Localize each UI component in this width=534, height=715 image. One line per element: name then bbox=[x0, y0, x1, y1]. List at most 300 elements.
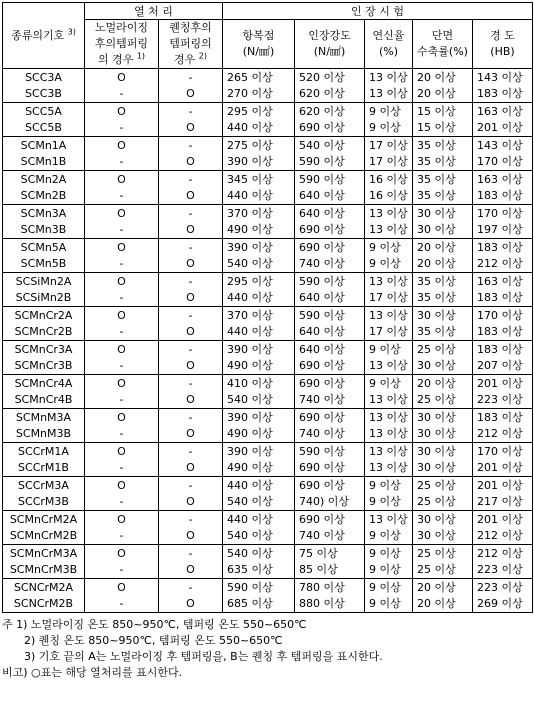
normalize-cell-value: - bbox=[119, 324, 124, 338]
yield-cell-value: 590 이상 bbox=[227, 580, 273, 594]
yield-cell-value: 440 이상 bbox=[227, 188, 273, 202]
header-normalize bbox=[85, 20, 159, 69]
quench-cell bbox=[159, 443, 223, 477]
grade-cell bbox=[3, 375, 85, 409]
tensile-cell-value: 640 이상 bbox=[299, 206, 345, 220]
reduction-cell-value: 20 이상 bbox=[417, 70, 456, 84]
hardness-cell-value: 183 이상 bbox=[477, 290, 523, 304]
reduction-cell-value: 35 이상 bbox=[417, 138, 456, 152]
normalize-cell-value: O bbox=[117, 478, 126, 492]
quench-cell-value: O bbox=[186, 426, 195, 440]
quench-cell bbox=[159, 477, 223, 511]
reduction-cell bbox=[413, 103, 473, 137]
header-reduction-line: 단면 bbox=[431, 29, 454, 42]
normalize-cell-value: O bbox=[117, 410, 126, 424]
normalize-cell-value: O bbox=[117, 274, 126, 288]
header-normalize-line: 후의템퍼링 bbox=[94, 37, 149, 50]
reduction-cell-value: 30 이상 bbox=[417, 206, 456, 220]
reduction-cell-value: 25 이상 bbox=[417, 392, 456, 406]
elongation-cell bbox=[365, 273, 413, 307]
tensile-cell bbox=[295, 409, 365, 443]
yield-cell-value: 635 이상 bbox=[227, 562, 273, 576]
header-grade-sup: 3) bbox=[67, 27, 76, 37]
elongation-cell bbox=[365, 205, 413, 239]
hardness-cell-value: 197 이상 bbox=[477, 222, 523, 236]
document bbox=[2, 2, 532, 681]
tensile-cell bbox=[295, 545, 365, 579]
header-tensile-test: 인 장 시 험 bbox=[223, 3, 533, 20]
yield-cell-value: 440 이상 bbox=[227, 120, 273, 134]
hardness-cell bbox=[473, 341, 533, 375]
quench-cell bbox=[159, 205, 223, 239]
elongation-cell bbox=[365, 409, 413, 443]
hardness-cell bbox=[473, 477, 533, 511]
grade-cell bbox=[3, 477, 85, 511]
tensile-cell-value: 740 이상 bbox=[299, 256, 345, 270]
quench-cell-value: - bbox=[188, 580, 193, 594]
hardness-cell-value: 223 이상 bbox=[477, 562, 523, 576]
tensile-cell bbox=[295, 103, 365, 137]
yield-cell-value: 490 이상 bbox=[227, 358, 273, 372]
hardness-cell bbox=[473, 545, 533, 579]
normalize-cell-value: O bbox=[117, 342, 126, 356]
hardness-cell bbox=[473, 579, 533, 613]
quench-cell-value: O bbox=[186, 120, 195, 134]
reduction-cell-value: 35 이상 bbox=[417, 154, 456, 168]
header-hardness bbox=[473, 20, 533, 69]
yield-cell-value: 390 이상 bbox=[227, 154, 273, 168]
note-2: 2) 퀜칭 온도 850~950℃, 템퍼링 온도 550~650℃ bbox=[24, 634, 283, 647]
elongation-cell-value: 13 이상 bbox=[369, 512, 408, 526]
elongation-cell-value: 9 이상 bbox=[369, 494, 401, 508]
quench-cell-value: - bbox=[188, 410, 193, 424]
elongation-cell-value: 13 이상 bbox=[369, 444, 408, 458]
reduction-cell bbox=[413, 579, 473, 613]
grade-cell bbox=[3, 239, 85, 273]
hardness-cell bbox=[473, 443, 533, 477]
grade-cell-value: SCMn1B bbox=[20, 154, 67, 168]
reduction-cell-value: 15 이상 bbox=[417, 120, 456, 134]
normalize-cell bbox=[85, 579, 159, 613]
hardness-cell-value: 212 이상 bbox=[477, 528, 523, 542]
tensile-cell-value: 540 이상 bbox=[299, 138, 345, 152]
hardness-cell-value: 269 이상 bbox=[477, 596, 523, 610]
elongation-cell-value: 9 이상 bbox=[369, 256, 401, 270]
quench-cell-value: O bbox=[186, 188, 195, 202]
header-tensile-line: 인장강도 bbox=[308, 29, 351, 42]
quench-cell-value: - bbox=[188, 444, 193, 458]
reduction-cell bbox=[413, 307, 473, 341]
quench-cell-value: O bbox=[186, 596, 195, 610]
quench-cell-value: - bbox=[188, 206, 193, 220]
yield-cell-value: 440 이상 bbox=[227, 324, 273, 338]
hardness-cell-value: 201 이상 bbox=[477, 120, 523, 134]
normalize-cell-value: - bbox=[119, 392, 124, 406]
elongation-cell bbox=[365, 545, 413, 579]
reduction-cell-value: 30 이상 bbox=[417, 528, 456, 542]
normalize-cell-value: - bbox=[119, 290, 124, 304]
header-yield-line: (N/㎟) bbox=[242, 45, 275, 58]
quench-cell bbox=[159, 511, 223, 545]
yield-cell-value: 275 이상 bbox=[227, 138, 273, 152]
elongation-cell bbox=[365, 171, 413, 205]
normalize-cell bbox=[85, 375, 159, 409]
normalize-cell-value: - bbox=[119, 494, 124, 508]
quench-cell bbox=[159, 137, 223, 171]
hardness-cell bbox=[473, 307, 533, 341]
tensile-cell bbox=[295, 341, 365, 375]
normalize-cell-value: O bbox=[117, 70, 126, 84]
notes bbox=[2, 617, 532, 681]
tensile-cell bbox=[295, 307, 365, 341]
reduction-cell bbox=[413, 443, 473, 477]
tensile-cell-value: 620 이상 bbox=[299, 104, 345, 118]
yield-cell-value: 440 이상 bbox=[227, 512, 273, 526]
hardness-cell-value: 163 이상 bbox=[477, 172, 523, 186]
elongation-cell-value: 13 이상 bbox=[369, 392, 408, 406]
table-row bbox=[3, 375, 533, 409]
tensile-cell-value: 690 이상 bbox=[299, 222, 345, 236]
quench-cell-value: O bbox=[186, 222, 195, 236]
yield-cell bbox=[223, 375, 295, 409]
yield-cell bbox=[223, 273, 295, 307]
elongation-cell-value: 9 이상 bbox=[369, 562, 401, 576]
tensile-cell-value: 640 이상 bbox=[299, 342, 345, 356]
elongation-cell bbox=[365, 375, 413, 409]
quench-cell-value: - bbox=[188, 376, 193, 390]
elongation-cell-value: 9 이상 bbox=[369, 120, 401, 134]
normalize-cell-value: O bbox=[117, 240, 126, 254]
header-yield bbox=[223, 20, 295, 69]
hardness-cell bbox=[473, 171, 533, 205]
grade-cell bbox=[3, 307, 85, 341]
quench-cell-value: O bbox=[186, 324, 195, 338]
grade-cell-value: SCCrM1A bbox=[18, 444, 69, 458]
quench-cell-value: - bbox=[188, 70, 193, 84]
yield-cell-value: 440 이상 bbox=[227, 478, 273, 492]
hardness-cell-value: 201 이상 bbox=[477, 376, 523, 390]
header-reduction-line: 수축률(%) bbox=[417, 45, 468, 58]
normalize-cell bbox=[85, 69, 159, 103]
tensile-cell bbox=[295, 205, 365, 239]
header-tensile-line: (N/㎟) bbox=[313, 45, 346, 58]
tensile-cell bbox=[295, 375, 365, 409]
reduction-cell bbox=[413, 69, 473, 103]
yield-cell bbox=[223, 69, 295, 103]
tensile-cell-value: 640 이상 bbox=[299, 290, 345, 304]
elongation-cell bbox=[365, 511, 413, 545]
yield-cell bbox=[223, 171, 295, 205]
reduction-cell bbox=[413, 205, 473, 239]
elongation-cell-value: 9 이상 bbox=[369, 580, 401, 594]
grade-cell bbox=[3, 579, 85, 613]
table-row bbox=[3, 443, 533, 477]
tensile-cell-value: 690 이상 bbox=[299, 240, 345, 254]
reduction-cell bbox=[413, 409, 473, 443]
grade-cell-value: SCMnCrM2B bbox=[9, 528, 78, 542]
note-remark: 비고) ○표는 해당 열처리를 표시한다. bbox=[2, 666, 183, 679]
hardness-cell-value: 212 이상 bbox=[477, 546, 523, 560]
hardness-cell-value: 163 이상 bbox=[477, 104, 523, 118]
normalize-cell-value: O bbox=[117, 580, 126, 594]
normalize-cell-value: - bbox=[119, 256, 124, 270]
quench-cell bbox=[159, 171, 223, 205]
normalize-cell bbox=[85, 171, 159, 205]
tensile-cell-value: 690 이상 bbox=[299, 410, 345, 424]
header-grade bbox=[3, 3, 85, 69]
elongation-cell-value: 9 이상 bbox=[369, 596, 401, 610]
yield-cell-value: 410 이상 bbox=[227, 376, 273, 390]
grade-cell-value: SCMnCr4A bbox=[14, 376, 73, 390]
header-hardness-line: (HB) bbox=[490, 45, 515, 58]
normalize-cell-value: O bbox=[117, 546, 126, 560]
hardness-cell-value: 170 이상 bbox=[477, 308, 523, 322]
tensile-cell-value: 740 이상 bbox=[299, 392, 345, 406]
grade-cell-value: SCC5A bbox=[25, 104, 62, 118]
table-row bbox=[3, 239, 533, 273]
grade-cell-value: SCMn1A bbox=[20, 138, 67, 152]
grade-cell-value: SCMnCr2A bbox=[14, 308, 73, 322]
hardness-cell-value: 223 이상 bbox=[477, 580, 523, 594]
grade-cell bbox=[3, 545, 85, 579]
hardness-cell bbox=[473, 409, 533, 443]
tensile-cell-value: 590 이상 bbox=[299, 444, 345, 458]
hardness-cell bbox=[473, 375, 533, 409]
reduction-cell-value: 25 이상 bbox=[417, 478, 456, 492]
header-elongation-line: 연신율 bbox=[372, 29, 405, 42]
reduction-cell-value: 20 이상 bbox=[417, 256, 456, 270]
note-1: 주 1) 노멀라이징 온도 850~950℃, 템퍼링 온도 550~650℃ bbox=[2, 618, 307, 631]
normalize-cell bbox=[85, 137, 159, 171]
quench-cell bbox=[159, 409, 223, 443]
tensile-cell-value: 690 이상 bbox=[299, 478, 345, 492]
yield-cell-value: 390 이상 bbox=[227, 342, 273, 356]
normalize-cell bbox=[85, 511, 159, 545]
yield-cell-value: 295 이상 bbox=[227, 104, 273, 118]
elongation-cell bbox=[365, 103, 413, 137]
reduction-cell bbox=[413, 137, 473, 171]
normalize-cell-value: - bbox=[119, 460, 124, 474]
table-row bbox=[3, 409, 533, 443]
hardness-cell bbox=[473, 137, 533, 171]
tensile-cell-value: 620 이상 bbox=[299, 86, 345, 100]
elongation-cell-value: 13 이상 bbox=[369, 86, 408, 100]
hardness-cell bbox=[473, 69, 533, 103]
grade-cell bbox=[3, 171, 85, 205]
tensile-cell bbox=[295, 443, 365, 477]
hardness-cell bbox=[473, 103, 533, 137]
normalize-cell bbox=[85, 103, 159, 137]
tensile-cell-value: 590 이상 bbox=[299, 154, 345, 168]
normalize-cell-value: - bbox=[119, 358, 124, 372]
yield-cell-value: 490 이상 bbox=[227, 426, 273, 440]
header-normalize-line: 노멀라이징 bbox=[94, 21, 149, 34]
normalize-cell-value: - bbox=[119, 222, 124, 236]
header-elongation bbox=[365, 20, 413, 69]
reduction-cell-value: 35 이상 bbox=[417, 324, 456, 338]
table-row bbox=[3, 273, 533, 307]
yield-cell bbox=[223, 103, 295, 137]
normalize-cell-value: O bbox=[117, 206, 126, 220]
yield-cell-value: 490 이상 bbox=[227, 222, 273, 236]
normalize-cell bbox=[85, 545, 159, 579]
quench-cell bbox=[159, 341, 223, 375]
quench-cell bbox=[159, 239, 223, 273]
quench-cell-value: O bbox=[186, 86, 195, 100]
header-normalize-sup: 1) bbox=[136, 51, 146, 61]
hardness-cell-value: 212 이상 bbox=[477, 426, 523, 440]
reduction-cell-value: 30 이상 bbox=[417, 308, 456, 322]
table-row bbox=[3, 511, 533, 545]
normalize-cell-value: - bbox=[119, 86, 124, 100]
tensile-cell-value: 690 이상 bbox=[299, 512, 345, 526]
normalize-cell bbox=[85, 205, 159, 239]
quench-cell-value: O bbox=[186, 392, 195, 406]
elongation-cell bbox=[365, 579, 413, 613]
quench-cell bbox=[159, 579, 223, 613]
quench-cell-value: - bbox=[188, 342, 193, 356]
grade-cell-value: SCMnCr3A bbox=[14, 342, 73, 356]
elongation-cell bbox=[365, 137, 413, 171]
grade-cell-value: SCNCrM2A bbox=[13, 580, 74, 594]
header-quench-sup: 2) bbox=[198, 51, 207, 61]
yield-cell-value: 440 이상 bbox=[227, 290, 273, 304]
hardness-cell-value: 183 이상 bbox=[477, 240, 523, 254]
yield-cell-value: 370 이상 bbox=[227, 308, 273, 322]
grade-cell bbox=[3, 137, 85, 171]
hardness-cell-value: 183 이상 bbox=[477, 188, 523, 202]
table-row bbox=[3, 477, 533, 511]
reduction-cell-value: 25 이상 bbox=[417, 494, 456, 508]
tensile-cell-value: 740 이상 bbox=[299, 528, 345, 542]
yield-cell bbox=[223, 307, 295, 341]
reduction-cell-value: 20 이상 bbox=[417, 580, 456, 594]
grade-cell bbox=[3, 409, 85, 443]
elongation-cell-value: 13 이상 bbox=[369, 222, 408, 236]
hardness-cell-value: 183 이상 bbox=[477, 324, 523, 338]
elongation-cell-value: 13 이상 bbox=[369, 70, 408, 84]
reduction-cell-value: 30 이상 bbox=[417, 410, 456, 424]
yield-cell bbox=[223, 205, 295, 239]
quench-cell-value: - bbox=[188, 138, 193, 152]
hardness-cell-value: 212 이상 bbox=[477, 256, 523, 270]
yield-cell bbox=[223, 511, 295, 545]
elongation-cell bbox=[365, 443, 413, 477]
tensile-cell-value: 880 이상 bbox=[299, 596, 345, 610]
reduction-cell-value: 30 이상 bbox=[417, 460, 456, 474]
reduction-cell bbox=[413, 239, 473, 273]
normalize-cell-value: - bbox=[119, 154, 124, 168]
header-normalize-text: 의 경우 bbox=[97, 53, 134, 66]
quench-cell-value: O bbox=[186, 460, 195, 474]
grade-cell-value: SCMn3A bbox=[20, 206, 67, 220]
elongation-cell-value: 17 이상 bbox=[369, 290, 408, 304]
reduction-cell-value: 20 이상 bbox=[417, 240, 456, 254]
table-row bbox=[3, 137, 533, 171]
hardness-cell-value: 183 이상 bbox=[477, 410, 523, 424]
tensile-cell-value: 740 이상 bbox=[299, 426, 345, 440]
reduction-cell-value: 35 이상 bbox=[417, 290, 456, 304]
hardness-cell bbox=[473, 205, 533, 239]
grade-cell-value: SCMnCrM2A bbox=[9, 512, 78, 526]
normalize-cell bbox=[85, 341, 159, 375]
header-hardness-line: 경 도 bbox=[490, 29, 515, 42]
yield-cell bbox=[223, 579, 295, 613]
header-reduction bbox=[413, 20, 473, 69]
table-row bbox=[3, 341, 533, 375]
elongation-cell-value: 13 이상 bbox=[369, 426, 408, 440]
reduction-cell bbox=[413, 511, 473, 545]
quench-cell-value: - bbox=[188, 172, 193, 186]
reduction-cell-value: 35 이상 bbox=[417, 172, 456, 186]
elongation-cell bbox=[365, 69, 413, 103]
quench-cell bbox=[159, 375, 223, 409]
header-quench bbox=[159, 20, 223, 69]
header-quench-line: 퀜칭후의 bbox=[169, 21, 212, 34]
quench-cell-value: O bbox=[186, 154, 195, 168]
grade-cell-value: SCMnCr2B bbox=[14, 324, 73, 338]
tensile-cell bbox=[295, 511, 365, 545]
grade-cell bbox=[3, 273, 85, 307]
hardness-cell bbox=[473, 273, 533, 307]
reduction-cell-value: 15 이상 bbox=[417, 104, 456, 118]
tensile-cell bbox=[295, 273, 365, 307]
elongation-cell-value: 13 이상 bbox=[369, 274, 408, 288]
quench-cell-value: - bbox=[188, 274, 193, 288]
quench-cell bbox=[159, 69, 223, 103]
elongation-cell-value: 16 이상 bbox=[369, 172, 408, 186]
quench-cell bbox=[159, 545, 223, 579]
quench-cell-value: - bbox=[188, 546, 193, 560]
normalize-cell-value: - bbox=[119, 528, 124, 542]
header-quench-text: 경우 bbox=[174, 53, 196, 66]
hardness-cell-value: 143 이상 bbox=[477, 138, 523, 152]
elongation-cell-value: 13 이상 bbox=[369, 308, 408, 322]
tensile-cell-value: 740) 이상 bbox=[299, 494, 350, 508]
yield-cell bbox=[223, 409, 295, 443]
grade-cell-value: SCSiMn2A bbox=[15, 274, 72, 288]
elongation-cell-value: 9 이상 bbox=[369, 478, 401, 492]
hardness-cell-value: 201 이상 bbox=[477, 512, 523, 526]
hardness-cell-value: 223 이상 bbox=[477, 392, 523, 406]
normalize-cell bbox=[85, 409, 159, 443]
quench-cell-value: O bbox=[186, 528, 195, 542]
grade-cell-value: SCMn3B bbox=[20, 222, 67, 236]
quench-cell bbox=[159, 103, 223, 137]
elongation-cell bbox=[365, 307, 413, 341]
reduction-cell bbox=[413, 375, 473, 409]
quench-cell-value: O bbox=[186, 494, 195, 508]
grade-cell-value: SCCrM1B bbox=[18, 460, 69, 474]
quench-cell-value: O bbox=[186, 290, 195, 304]
grade-cell-value: SCC3B bbox=[25, 86, 62, 100]
yield-cell bbox=[223, 137, 295, 171]
tensile-cell-value: 690 이상 bbox=[299, 120, 345, 134]
hardness-cell-value: 170 이상 bbox=[477, 154, 523, 168]
normalize-cell bbox=[85, 307, 159, 341]
yield-cell bbox=[223, 239, 295, 273]
normalize-cell-value: O bbox=[117, 308, 126, 322]
hardness-cell-value: 163 이상 bbox=[477, 274, 523, 288]
table-row bbox=[3, 545, 533, 579]
table-row bbox=[3, 69, 533, 103]
grade-cell bbox=[3, 341, 85, 375]
grade-cell-value: SCMnCr3B bbox=[14, 358, 73, 372]
tensile-cell-value: 590 이상 bbox=[299, 274, 345, 288]
table-row bbox=[3, 103, 533, 137]
reduction-cell-value: 35 이상 bbox=[417, 274, 456, 288]
table-row bbox=[3, 205, 533, 239]
